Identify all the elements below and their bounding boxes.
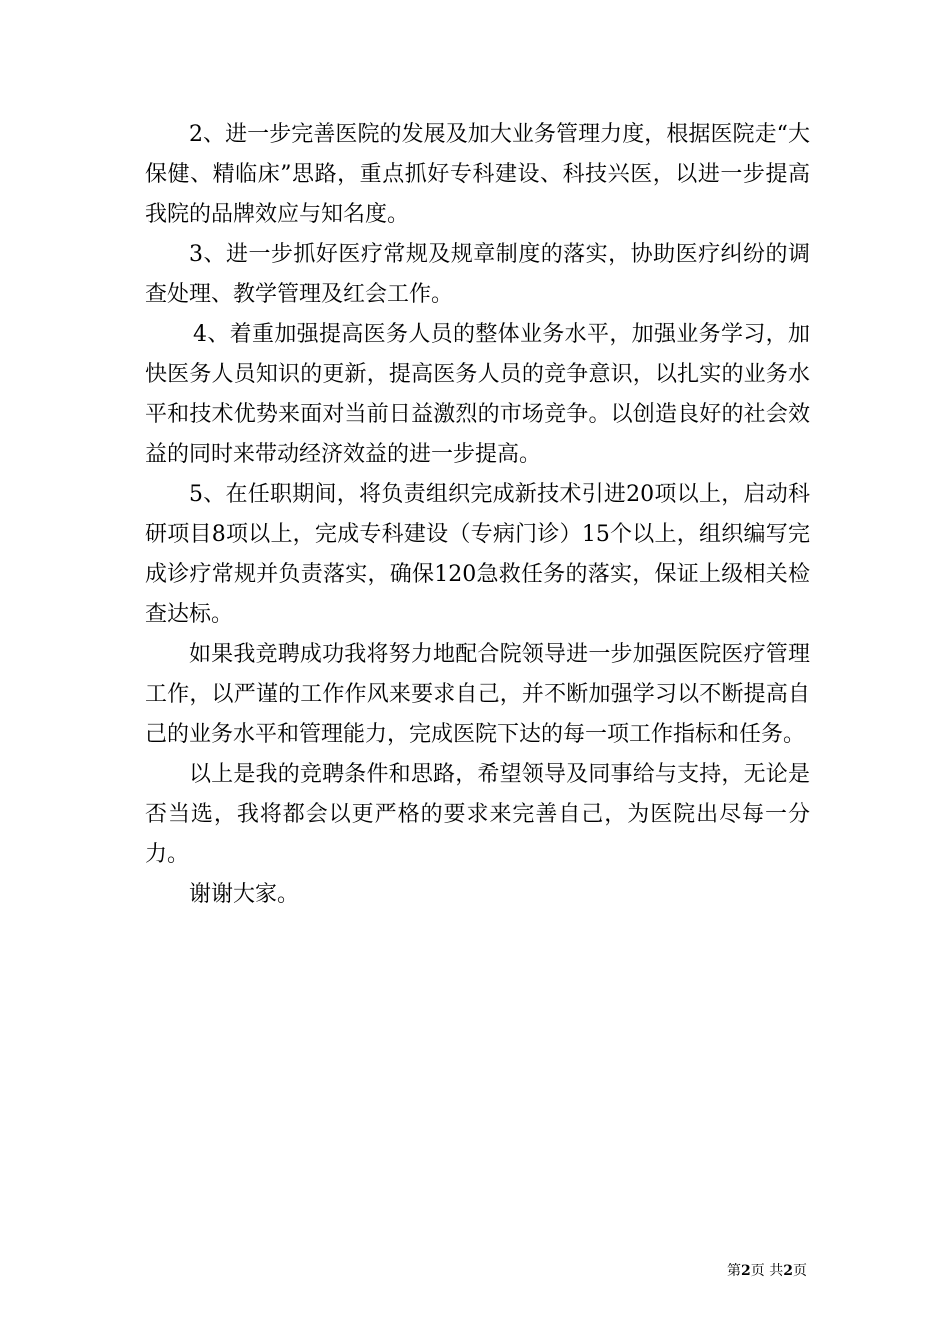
paragraph-item-4: 4、着重加强提高医务人员的整体业务水平，加强业务学习，加快医务人员知识的更新，提高医务人员的竞争意识，以扎实的业务水平和技术优势来面对当前日益激烈的市场竞争。以创造良好的社会效益的同时来带动经济效益的进一步提高。 [145, 322, 810, 467]
page-footer [727, 1262, 807, 1280]
footer-current-page: 2 [741, 1263, 751, 1279]
paragraph-closing: 以上是我的竞聘条件和思路，希望领导及同事给与支持，无论是否当选，我将都会以更严格的要求来完善自己，为医院出尽每一分力。 [145, 762, 810, 867]
paragraph-thanks: 谢谢大家。 [189, 882, 300, 907]
footer-total-pages: 2 [783, 1263, 793, 1279]
paragraph-item-3: 3、进一步抓好医疗常规及规章制度的落实，协助医疗纠纷的调查处理、教学管理及红会工作。 [145, 242, 810, 307]
footer-middle: 页 共 [750, 1263, 784, 1279]
document-body [145, 115, 810, 915]
footer-suffix: 页 [793, 1263, 807, 1279]
paragraph-item-2: 2、进一步完善医院的发展及加大业务管理力度，根据医院走“大保健、精临床”思路，重点抓好专科建设、科技兴医，以进一步提高我院的品牌效应与知名度。 [145, 122, 810, 227]
paragraph-success-commitment: 如果我竞聘成功我将努力地配合院领导进一步加强医院医疗管理工作，以严谨的工作作风来要求自己，并不断加强学习以不断提高自己的业务水平和管理能力，完成医院下达的每一项工作指标和任务。 [145, 642, 810, 747]
paragraph-item-5: 5、在任职期间，将负责组织完成新技术引进20项以上，启动科研项目8项以上，完成专科建设（专病门诊）15个以上，组织编写完成诊疗常规并负责落实，确保120急救任务的落实，保证上级相关检查达标。 [145, 482, 810, 627]
footer-prefix: 第 [727, 1263, 742, 1279]
